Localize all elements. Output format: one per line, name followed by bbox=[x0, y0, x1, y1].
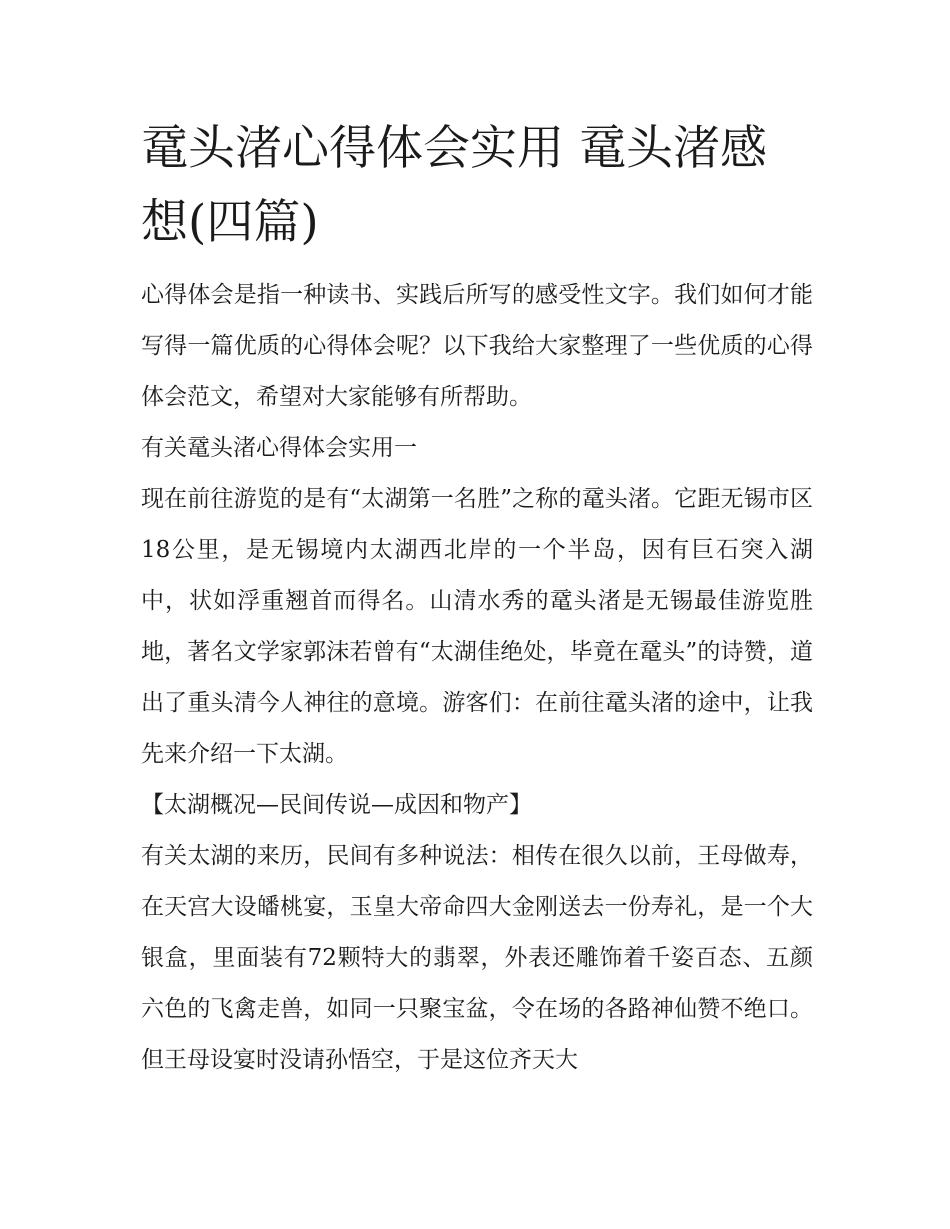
document-page bbox=[141, 112, 813, 1086]
document-title: 鼋头渚心得体会实用 鼋头渚感想(四篇) bbox=[141, 121, 767, 250]
section-heading-1: 有关鼋头渚心得体会实用一 bbox=[141, 435, 417, 461]
intro-paragraph: 心得体会是指一种读书、实践后所写的感受性文字。我们如何才能写得一篇优质的心得体会呢？以下我给大家整理了一些优质的心得体会范文，希望对大家能够有所帮助。 bbox=[141, 282, 813, 410]
body-paragraph: 现在前往游览的是有“太湖第一名胜”之称的鼋头渚。它距无锡市区18公里，是无锡境内太湖西北岸的一个半岛，因有巨石突入湖中，状如浮重翘首而得名。山清水秀的鼋头渚是无锡最佳游览胜地，著名文学家郭沫若曾有“太湖佳绝处，毕竟在鼋头”的诗赞，道出了重头清今人神往的意境。游客们：在前往鼋头渚的途中，让我先来介绍一下太湖。 bbox=[141, 486, 813, 767]
section-subheading: 【太湖概况—民间传说—成因和物产】 bbox=[141, 792, 532, 818]
body-paragraph: 有关太湖的来历，民间有多种说法：相传在很久以前，王母做寿，在天宫大设皤桃宴，玉皇大帝命四大金刚送去一份寿礼，是一个大银盒，里面装有72颗特大的翡翠，外表还雕饰着千姿百态、五颜六色的飞禽走兽，如同一只聚宝盆，令在场的各路神仙赞不绝口。但王母设宴时没请孙悟空，于是这位齐天大 bbox=[141, 843, 813, 1073]
